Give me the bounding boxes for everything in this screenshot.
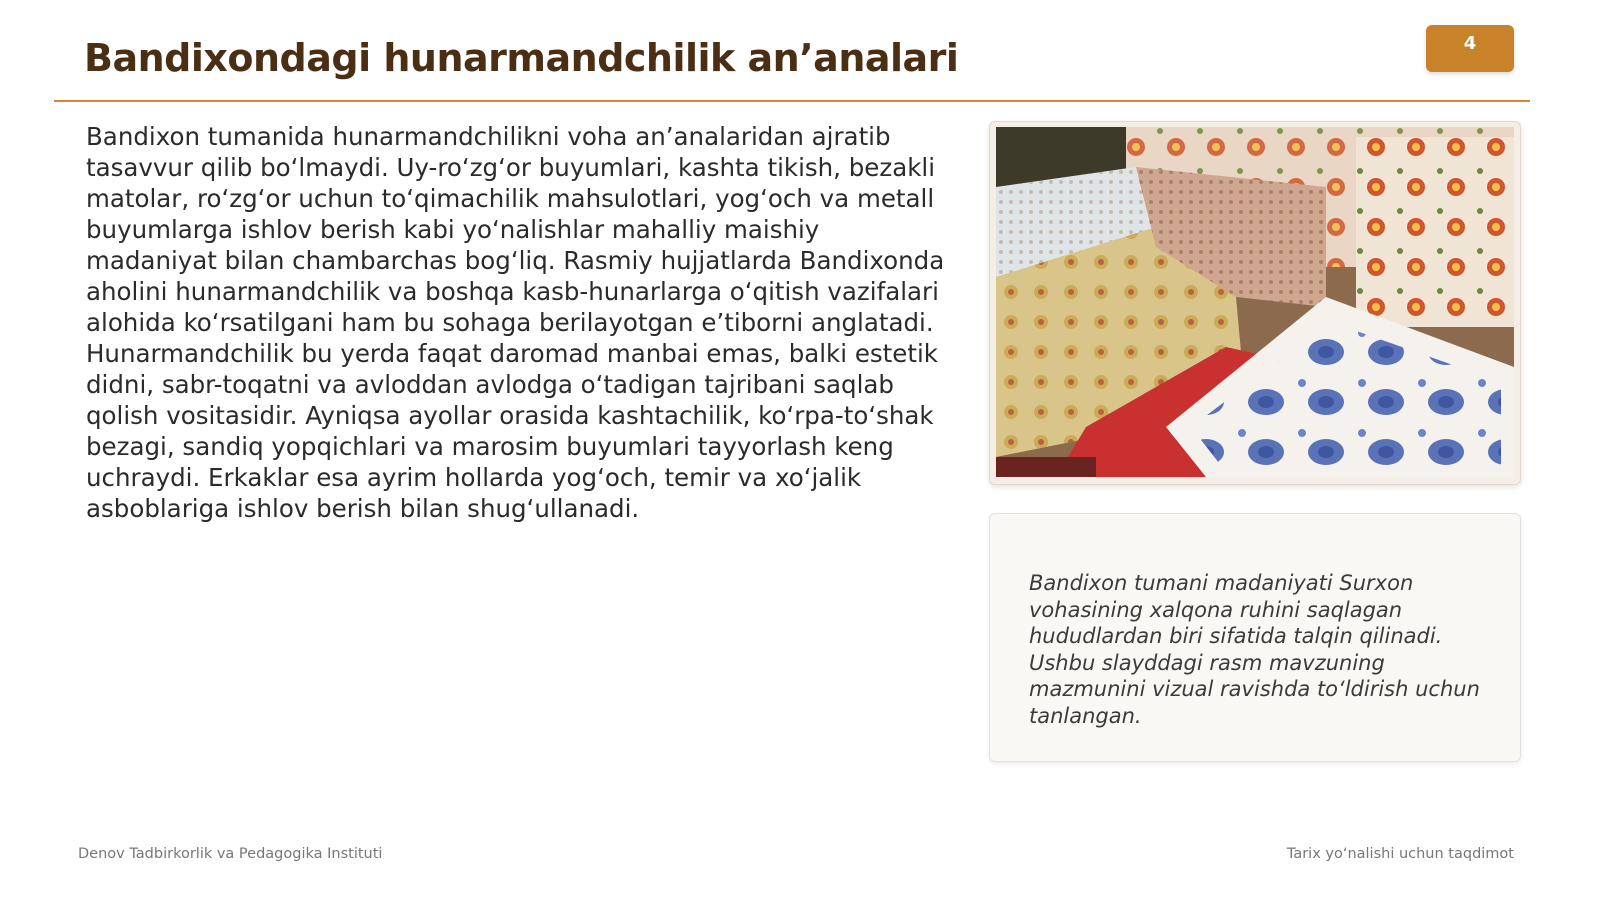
slide-title: Bandixondagi hunarmandchilik an’analari [84,36,959,80]
footer-presentation-note: Tarix yo‘nalishi uchun taqdimot [1286,846,1514,862]
caption-text: Bandixon tumani madaniyati Surxon vohasining xalqona ruhini saqlagan hududlardan biri sifatida talqin qilinadi. Ushbu slayddagi rasm mavzuning mazmunini vizual ravishda to‘ldirish uchun tanlangan. [1029,571,1480,728]
main-paragraph: Bandixon tumanida hunarmandchilikni voha an’analaridan ajratib tasavvur qilib bo‘lmaydi. Uy-ro‘zg‘or buyumlari, kashta tikish, bezakli matolar, ro‘zg‘or uchun to‘qimachilik mahsulotlari, yog‘och va metall buyumlarga ishlov berish kabi yo‘nalishlar mahalliy maishiy madaniyat bilan chambarchas bog‘liq. Rasmiy hujjatlarda Bandixonda aholini hunarmandchilik va boshqa kasb-hunarlarga o‘qitish vazifalari alohida ko‘rsatilgani ham bu sohaga berilayotgan e’tiborni anglatadi. Hunarmandchilik bu yerda faqat daromad manbai emas, balki estetik didni, sabr-toqatni va avloddan avlodga o‘tadigan tajribani saqlab qolish vositasidir. Ayniqsa ayollar orasida kashtachilik, ko‘rpa-to‘shak bezagi, sandiq yopqichlari va marosim buyumlari tayyorlash keng uchraydi. Erkaklar esa ayrim hollarda yog‘och, temir va xo‘jalik asboblariga ishlov berish bilan shug‘ullanadi. [86,122,945,523]
footer-institution: Denov Tadbirkorlik va Pedagogika Instituti [78,846,383,862]
photo-frame [989,121,1521,485]
page-number-badge: 4 [1426,25,1514,72]
caption-box [989,513,1521,762]
embroidered-textiles-photo [996,127,1514,477]
title-divider [54,100,1530,102]
